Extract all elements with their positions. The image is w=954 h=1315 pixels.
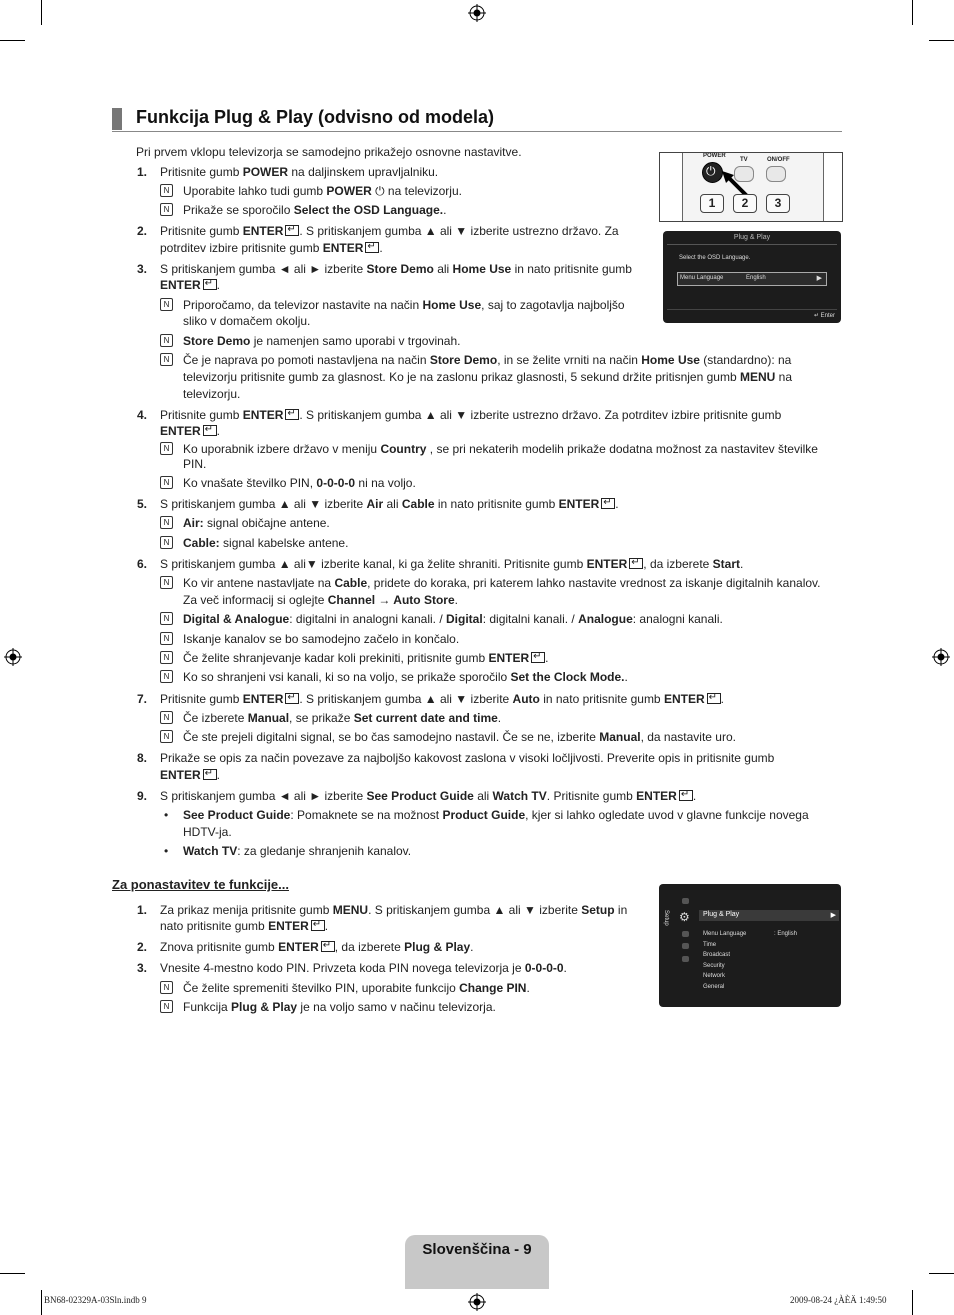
menu-icon	[682, 956, 689, 962]
crop-mark	[912, 0, 913, 25]
osd-selected-label: Plug & Play	[703, 911, 740, 918]
enter-icon	[629, 558, 643, 569]
step-number: 5.	[137, 497, 148, 511]
bullet-text: See Product Guide: Pomaknete se na možnost Product Guide, kjer si lahko ogledate uvod v glavne funkcije novega	[183, 808, 809, 822]
step-text: Znova pritisnite gumb ENTER↵ , da izberete Plug & Play.	[160, 939, 473, 955]
note-text: Ko vnašate številko PIN, 0-0-0-0 ni na voljo.	[183, 476, 416, 490]
note-icon: N	[160, 576, 173, 589]
step-text: Pritisnite gumb ENTER↵ . S pritiskanjem gumba ▲ ali ▼ izberite ustrezno državo. Za potrditev izbire pritisnite gumb	[160, 407, 781, 423]
enter-icon	[707, 693, 721, 704]
step-text: Pritisnite gumb POWER na daljinskem upravljalniku.	[160, 165, 439, 179]
step-number: 3.	[137, 262, 148, 276]
osd-title: Plug & Play	[733, 234, 771, 241]
crop-mark	[912, 1290, 913, 1315]
registration-mark-icon	[4, 648, 22, 666]
note-icon: N	[160, 334, 173, 347]
note-text: Če je naprava po pomoti nastavljena na način Store Demo, in se želite vrniti na način Home Use (standardno): na	[183, 353, 792, 367]
osd-item-list	[703, 931, 833, 994]
print-file-info: BN68-02329A-03Sln.indb 9	[44, 1295, 147, 1305]
menu-icon	[682, 943, 689, 949]
note-text: televizorju pritisnite gumb za glasnost. Ko je na zaslonu prikaz glasnosti, 5 sekund držite pritisnjen gumb MENU na	[183, 370, 792, 384]
osd-selected-row	[699, 910, 839, 921]
osd-menu-icon-strip	[679, 898, 693, 968]
step-number: 2.	[137, 940, 148, 954]
step-number: 9.	[137, 789, 148, 803]
enter-icon	[203, 769, 217, 780]
osd-item: Security	[703, 962, 725, 969]
note-text: Cable: signal kabelske antene.	[183, 536, 349, 550]
section-subtitle: Za ponastavitev te funkcije...	[112, 877, 289, 892]
osd-item: Time	[703, 941, 717, 948]
enter-icon	[285, 225, 299, 236]
note-text: Funkcija Plug & Play je na voljo samo v načinu televizorja.	[183, 1000, 496, 1014]
enter-icon	[203, 279, 217, 290]
enter-icon	[365, 242, 379, 253]
osd-divider	[667, 244, 837, 245]
note-icon: N	[160, 711, 173, 724]
note-text: sliko v domačem okolju.	[183, 314, 311, 328]
bullet-icon: •	[164, 808, 169, 822]
osd-language-label: Menu Language	[680, 275, 724, 281]
step-text: S pritiskanjem gumba ◄ ali ► izberite Store Demo ali Home Use in nato pritisnite gumb	[160, 262, 632, 276]
note-text: PIN.	[183, 457, 207, 471]
step-text: ENTER↵ .	[160, 423, 220, 439]
note-text: Iskanje kanalov se bo samodejno začelo in končalo.	[183, 632, 460, 646]
step-text: Vnesite 4-mestno kodo PIN. Privzeta koda PIN novega televizorja je 0-0-0-0.	[160, 961, 567, 975]
step-text: S pritiskanjem gumba ◄ ali ► izberite See Product Guide ali Watch TV. Pritisnite gumb ENTER↵ .	[160, 788, 696, 804]
note-text: Air: signal običajne antene.	[183, 516, 330, 530]
enter-icon	[311, 920, 325, 931]
note-icon: N	[160, 442, 173, 455]
osd-side-label: Setup	[663, 910, 669, 926]
note-icon: N	[160, 184, 173, 197]
step-number: 2.	[137, 224, 148, 238]
step-text: Pritisnite gumb ENTER↵ . S pritiskanjem gumba ▲ ali ▼ izberite ustrezno državo. Za	[160, 223, 619, 239]
note-text: Če izberete Manual, se prikaže Set current date and time.	[183, 711, 502, 725]
note-icon: N	[160, 476, 173, 489]
key-1: 1	[700, 194, 724, 213]
note-icon: N	[160, 516, 173, 529]
note-icon: N	[160, 203, 173, 216]
note-icon: N	[160, 1000, 173, 1013]
enter-icon	[679, 790, 693, 801]
step-text: ENTER↵ .	[160, 767, 220, 783]
osd-plug-and-play	[663, 231, 841, 323]
onoff-label: ON/OFF	[767, 157, 790, 163]
key-2: 2	[733, 194, 757, 213]
osd-setup-menu	[659, 884, 841, 1007]
note-text: Ko so shranjeni vsi kanali, ki so na voljo, se prikaže sporočilo Set the Clock Mode..	[183, 670, 628, 684]
tv-label: TV	[740, 157, 748, 163]
note-text: Ko vir antene nastavljate na Cable, pridete do koraka, pri katerem lahko nastavite vrednost za iskanje digitalnih kanalov.	[183, 576, 821, 590]
step-text: nato pritisnite gumb ENTER↵ .	[160, 918, 328, 934]
onoff-button	[766, 166, 786, 182]
gear-icon: ⚙	[679, 910, 690, 924]
step-number: 3.	[137, 961, 148, 975]
crop-mark	[929, 40, 954, 41]
enter-icon	[321, 941, 335, 952]
note-icon: N	[160, 651, 173, 664]
osd-language-row	[677, 272, 827, 286]
enter-icon	[531, 652, 545, 663]
note-icon: N	[160, 353, 173, 366]
enter-icon: ↵	[813, 313, 821, 319]
step-text: S pritiskanjem gumba ▲ ali▼ izberite kanal, ki ga želite shraniti. Pritisnite gumb ENTER↵ , da izberete Start.	[160, 556, 743, 572]
note-icon: N	[160, 612, 173, 625]
power-label: POWER	[703, 153, 726, 159]
intro-text: Pri prvem vklopu televizorja se samodejno prikažejo osnovne nastavitve.	[136, 145, 522, 159]
note-text: Priporočamo, da televizor nastavite na način Home Use, saj to zagotavlja najboljšo	[183, 298, 625, 312]
note-text: televizorju.	[183, 387, 241, 401]
note-text: Digital & Analogue: digitalni in analogni kanali. / Digital: digitalni kanali. / Analogue: analogni kanali.	[183, 612, 723, 626]
power-icon: ⏻	[706, 164, 716, 178]
note-icon: N	[160, 730, 173, 743]
registration-mark-icon	[468, 4, 486, 22]
note-icon: N	[160, 981, 173, 994]
key-3: 3	[766, 194, 790, 213]
osd-item: General	[703, 983, 725, 990]
bullet-text: Watch TV: za gledanje shranjenih kanalov.	[183, 844, 412, 858]
page-title: Funkcija Plug & Play (odvisno od modela)	[136, 107, 495, 127]
step-number: 6.	[137, 557, 148, 571]
crop-mark	[41, 1290, 42, 1315]
osd-enter-hint: ↵ Enter	[813, 313, 835, 319]
print-timestamp: 2009-08-24 ¿ÀÈÄ 1:49:50	[790, 1295, 887, 1305]
note-icon: N	[160, 670, 173, 683]
step-text: ENTER↵ .	[160, 277, 220, 293]
menu-icon	[682, 898, 689, 904]
enter-icon	[203, 425, 217, 436]
note-text: Za več informacij si oglejte Channel → Auto Store.	[183, 593, 458, 607]
enter-icon	[285, 693, 299, 704]
osd-item: Network	[703, 973, 726, 979]
registration-mark-icon	[468, 1293, 486, 1311]
crop-mark	[0, 1273, 25, 1274]
bullet-text: HDTV-ja.	[183, 825, 232, 839]
osd-right-arrow-icon: ▶	[816, 275, 822, 282]
note-text: Če želite shranjevanje kadar koli prekiniti, pritisnite gumb ENTER↵ .	[183, 650, 549, 666]
crop-mark	[0, 40, 25, 41]
step-text: potrditev izbire pritisnite gumb ENTER↵ .	[160, 240, 383, 256]
step-number: 8.	[137, 751, 148, 765]
step-text: S pritiskanjem gumba ▲ ali ▼ izberite Air ali Cable in nato pritisnite gumb ENTER↵ .	[160, 496, 619, 512]
page-footer-label: Slovenščina - 9	[422, 1241, 532, 1258]
step-text: Za prikaz menija pritisnite gumb MENU. S pritiskanjem gumba ▲ ali ▼ izberite Setup in	[160, 903, 628, 917]
step-number: 1.	[137, 903, 148, 917]
note-icon: N	[160, 632, 173, 645]
osd-item: Broadcast	[703, 952, 731, 958]
note-icon: N	[160, 536, 173, 549]
osd-message: Select the OSD Language.	[679, 255, 751, 261]
step-number: 7.	[137, 692, 148, 706]
note-text: Ko uporabnik izbere državo v meniju Country , se pri nekaterih modelih prikaže dodatna možnost za nastavitev številke	[183, 442, 818, 456]
crop-mark	[929, 1273, 954, 1274]
note-text: Prikaže se sporočilo Select the OSD Language..	[183, 203, 447, 217]
note-text: Uporabite lahko tudi gumb POWER ⏻ na televizorju.	[183, 184, 462, 198]
registration-mark-icon	[932, 648, 950, 666]
enter-icon	[285, 409, 299, 420]
step-text: Prikaže se opis za način povezave za najboljšo kakovost zaslona v visoki ločljivosti. Preverite opis in pritisnite gumb	[160, 751, 775, 765]
note-text: Če ste prejeli digitalni signal, se bo čas samodejno nastavil. Če se ne, izberite Manual, da nastavite uro.	[183, 730, 736, 744]
note-text: Če želite spremeniti številko PIN, uporabite funkcijo Change PIN.	[183, 981, 530, 995]
step-number: 1.	[137, 165, 148, 179]
step-number: 4.	[137, 408, 148, 422]
menu-icon	[682, 931, 689, 937]
note-text: Store Demo je namenjen samo uporabi v trgovinah.	[183, 334, 461, 348]
title-divider	[112, 131, 842, 132]
note-icon: N	[160, 298, 173, 311]
enter-icon	[601, 498, 615, 509]
osd-bottom-divider	[667, 309, 837, 310]
remote-illustration	[659, 152, 843, 222]
osd-language-value: English	[746, 275, 766, 281]
crop-mark	[41, 0, 42, 25]
bullet-icon: •	[164, 844, 169, 858]
osd-item: Menu Language : English	[703, 931, 798, 937]
title-accent-bar	[112, 108, 122, 130]
osd-right-arrow-icon: ▶	[830, 912, 836, 919]
step-text: Pritisnite gumb ENTER↵ . S pritiskanjem gumba ▲ ali ▼ izberite Auto in nato pritisnite gumb ENTER↵ .	[160, 691, 724, 707]
